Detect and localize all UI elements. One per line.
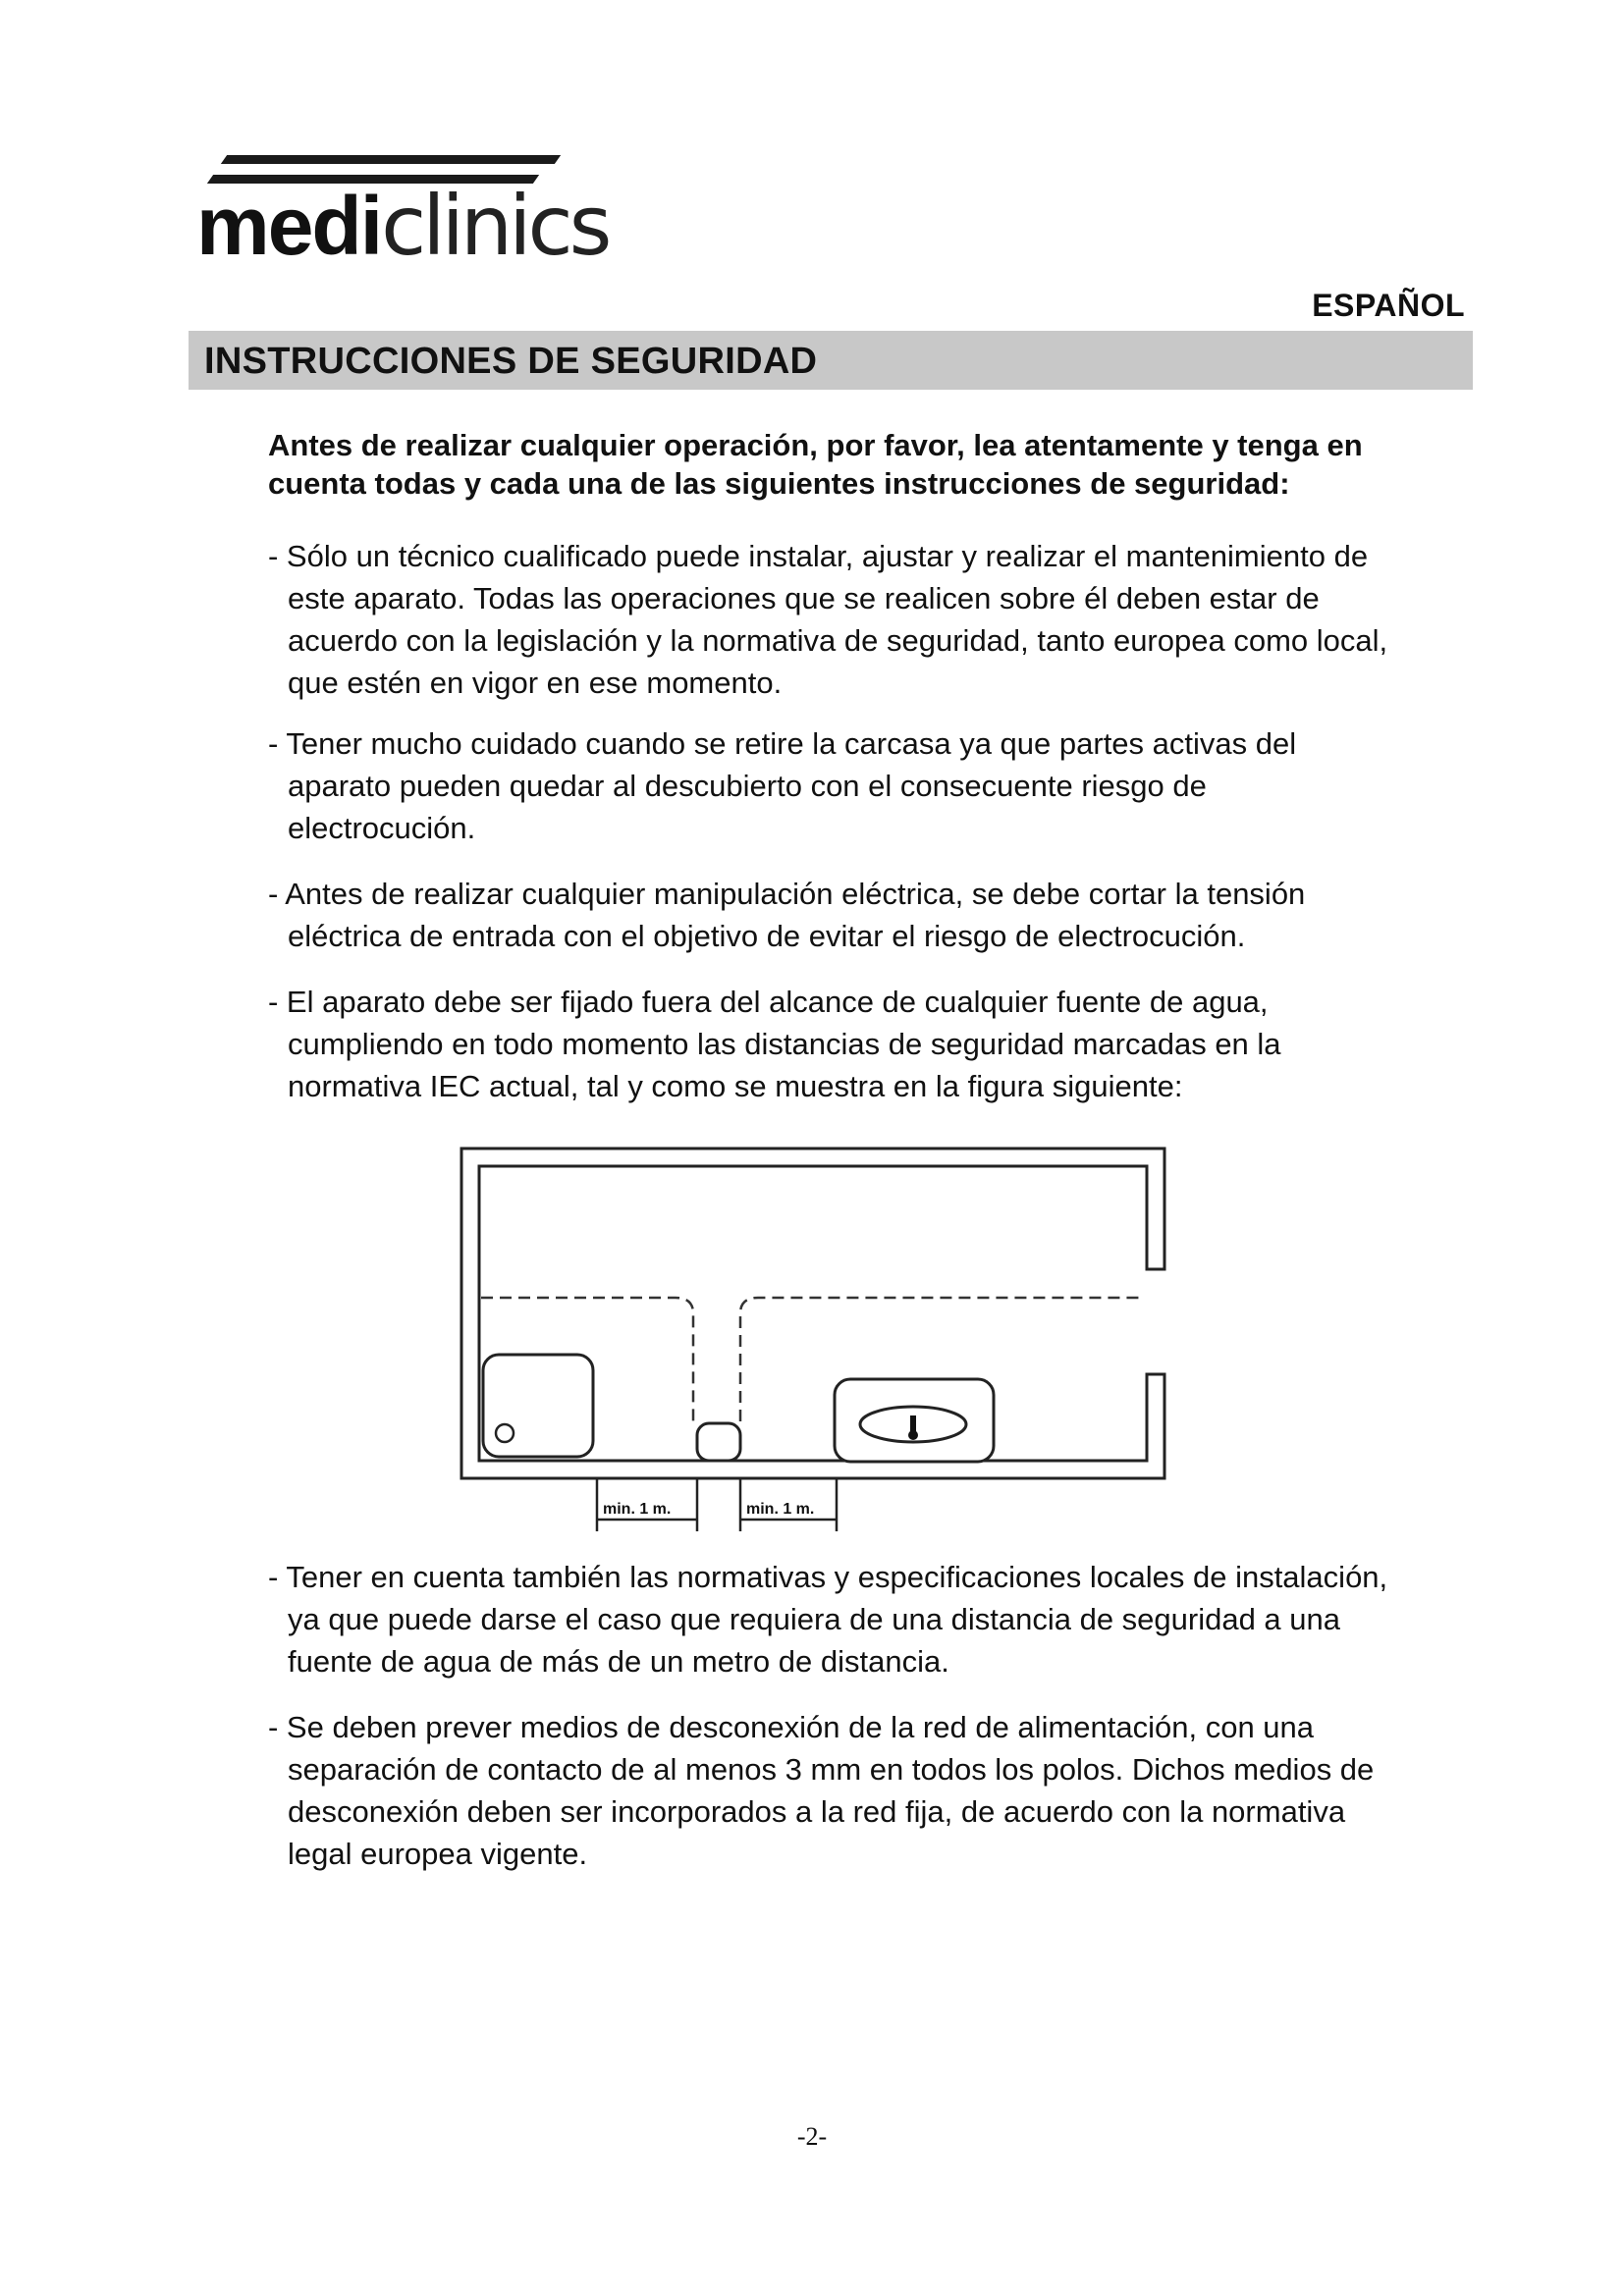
bathroom-distance-diagram: [452, 1139, 1198, 1571]
section-title-bar: [189, 331, 1473, 390]
shower-drain: [496, 1424, 514, 1442]
safety-item-2: - Tener mucho cuidado cuando se retire la carcasa ya que partes activas del aparato pueden quedar al descubierto con el consecuente riesgo de electrocución.: [268, 726, 1297, 845]
language-label: ESPAÑOL: [1312, 288, 1465, 323]
safety-item-4: - El aparato debe ser fijado fuera del alcance de cualquier fuente de agua, cumpliendo en todo momento las distancias de seguridad marcadas en la normativa IEC actual, tal y como se muestra en la figura siguiente:: [268, 985, 1281, 1103]
safety-item-1: - Sólo un técnico cualificado puede instalar, ajustar y realizar el mantenimiento de este aparato. Todas las operaciones que se realicen sobre él deben estar de acuerdo con la legislación y la normativa de seguridad, tanto europea como local, que estén en vigor en ese momento.: [268, 539, 1388, 700]
logo-stripe-top: [221, 155, 561, 164]
faucet-tip: [908, 1430, 918, 1440]
safety-item-3: - Antes de realizar cualquier manipulación eléctrica, se debe cortar la tensión eléctrica de entrada con el objetivo de evitar el riesgo de electrocución.: [268, 877, 1306, 953]
hand-dryer: [697, 1423, 740, 1461]
section-title: INSTRUCCIONES DE SEGURIDAD: [204, 341, 818, 382]
safety-item-6: - Se deben prever medios de desconexión de la red de alimentación, con una separación de contacto de al menos 3 mm en todos los polos. Dichos medios de desconexión deben ser incorporados a la red fija, de acuerdo con la normativa legal europea vigente.: [268, 1710, 1375, 1871]
logo-wordmark: mediclinics: [196, 178, 609, 274]
intro-paragraph: Antes de realizar cualquier operación, por favor, lea atentamente y tenga en cuenta todas y cada una de las siguientes instrucciones de seguridad:: [268, 428, 1363, 501]
safety-item-5: - Tener en cuenta también las normativas y especificaciones locales de instalación, ya que puede darse el caso que requiera de una distancia de seguridad a una fuente de agua de más de un metro de distancia.: [268, 1560, 1388, 1679]
dim-label-right: min. 1 m.: [746, 1501, 815, 1518]
dim-label-left: min. 1 m.: [603, 1501, 672, 1518]
mediclinics-logo: [196, 155, 609, 274]
page-number: -2-: [796, 2122, 828, 2151]
